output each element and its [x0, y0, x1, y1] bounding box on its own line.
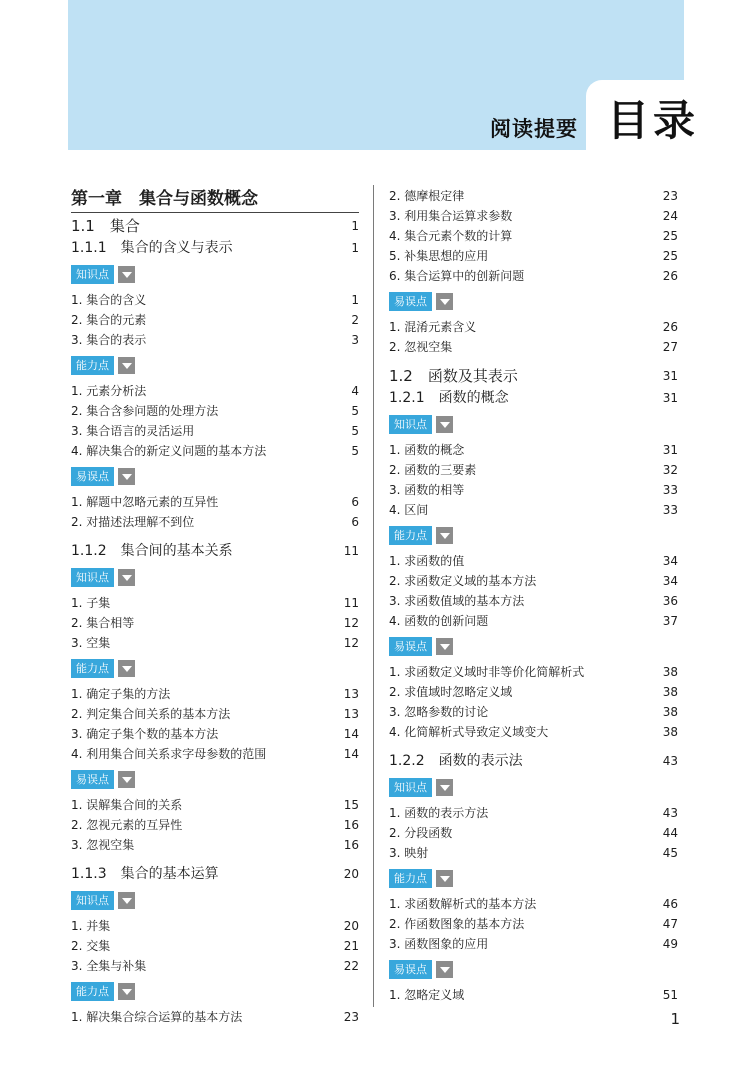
toc-item[interactable] [71, 381, 359, 401]
header-subtitle: 阅读提要 [490, 117, 578, 141]
toc-item-label: 3. 集合语言的灵活运用 [71, 424, 195, 438]
subsection-heading[interactable] [389, 750, 678, 772]
toc-item[interactable] [389, 551, 678, 571]
chevron-down-icon [118, 266, 135, 283]
chevron-down-icon [436, 870, 453, 887]
toc-item[interactable] [71, 1007, 359, 1027]
tag-ability-row [389, 526, 678, 545]
toc-item-page: 38 [662, 685, 678, 699]
toc-item-page: 6 [351, 495, 359, 509]
toc-item-label: 1. 函数的概念 [389, 443, 465, 457]
subsection-heading[interactable] [71, 237, 359, 259]
chapter-heading[interactable] [71, 186, 359, 213]
toc-item-page: 14 [343, 727, 359, 741]
toc-item-label: 1. 混淆元素含义 [389, 320, 477, 334]
tag-ability: 能力点 [71, 982, 114, 1001]
toc-item[interactable] [389, 985, 678, 1005]
toc-item[interactable] [71, 795, 359, 815]
toc-item-page: 37 [662, 614, 678, 628]
toc-item[interactable] [71, 512, 359, 532]
chevron-down-icon [436, 779, 453, 796]
toc-item-label: 2. 对描述法理解不到位 [71, 515, 195, 529]
toc-item-page: 38 [662, 725, 678, 739]
toc-item-page: 12 [343, 636, 359, 650]
toc-item-label: 2. 忽视元素的互异性 [71, 818, 183, 832]
subsection-heading[interactable] [71, 863, 359, 885]
toc-item-page: 25 [662, 229, 678, 243]
chapter-heading-label: 第一章 集合与函数概念 [71, 189, 258, 209]
subsection-heading-page: 20 [343, 867, 359, 881]
toc-item-label: 5. 补集思想的应用 [389, 249, 489, 263]
chevron-down-icon [436, 293, 453, 310]
toc-item-label: 1. 求函数定义域时非等价化简解析式 [389, 665, 585, 679]
toc-item[interactable] [389, 571, 678, 591]
section-heading[interactable] [389, 365, 678, 387]
subsection-heading-label: 1.1.1 集合的含义与表示 [71, 240, 233, 256]
subsection-heading-page: 31 [662, 391, 678, 405]
tag-error-row [71, 467, 359, 486]
tag-ability-row [389, 869, 678, 888]
toc-item-label: 2. 交集 [71, 939, 111, 953]
toc-item-page: 38 [662, 705, 678, 719]
toc-item[interactable] [389, 460, 678, 480]
toc-item[interactable] [389, 500, 678, 520]
toc-item-page: 36 [662, 594, 678, 608]
toc-item-page: 5 [351, 444, 359, 458]
section-heading-page: 31 [662, 369, 678, 383]
toc-item[interactable] [71, 633, 359, 653]
toc-item-label: 1. 解题中忽略元素的互异性 [71, 495, 219, 509]
toc-item[interactable] [389, 682, 678, 702]
toc-item-label: 2. 集合含参问题的处理方法 [71, 404, 219, 418]
subsection-heading-label: 1.1.2 集合间的基本关系 [71, 543, 233, 559]
chevron-down-icon [436, 527, 453, 544]
toc-item[interactable] [71, 684, 359, 704]
toc-item-label: 2. 函数的三要素 [389, 463, 477, 477]
toc-item[interactable] [71, 290, 359, 310]
toc-item-page: 23 [343, 1010, 359, 1024]
toc-item-page: 34 [662, 574, 678, 588]
toc-item-label: 4. 解决集合的新定义问题的基本方法 [71, 444, 267, 458]
toc-item-page: 16 [343, 838, 359, 852]
tag-ability-row [71, 356, 359, 375]
chevron-down-icon [118, 468, 135, 485]
chevron-down-icon [118, 569, 135, 586]
toc-item-label: 2. 判定集合间关系的基本方法 [71, 707, 231, 721]
spacer [389, 742, 678, 750]
toc-item-page: 13 [343, 687, 359, 701]
toc-item-label: 3. 函数图象的应用 [389, 937, 489, 951]
toc-item-label: 1. 求函数的值 [389, 554, 465, 568]
toc-item-page: 20 [343, 919, 359, 933]
toc-item-label: 2. 分段函数 [389, 826, 453, 840]
toc-item-label: 3. 映射 [389, 846, 429, 860]
toc-item-page: 5 [351, 404, 359, 418]
toc-item-label: 3. 利用集合运算求参数 [389, 209, 513, 223]
header-title-tab [586, 80, 720, 150]
header-banner [68, 0, 699, 150]
tag-knowledge-row [71, 891, 359, 910]
tag-error: 易误点 [389, 637, 432, 656]
toc-item[interactable] [389, 934, 678, 954]
spacer [71, 532, 359, 540]
toc-item-page: 27 [662, 340, 678, 354]
chevron-down-icon [118, 660, 135, 677]
chevron-down-icon [118, 357, 135, 374]
subsection-heading-label: 1.2.1 函数的概念 [389, 390, 509, 406]
toc-item[interactable] [389, 591, 678, 611]
toc-item[interactable] [389, 914, 678, 934]
toc-item-label: 4. 函数的创新问题 [389, 614, 489, 628]
toc-item-page: 33 [662, 503, 678, 517]
tag-knowledge: 知识点 [389, 415, 432, 434]
page-title: 目录 [606, 96, 699, 145]
subsection-heading-label: 1.2.2 函数的表示法 [389, 753, 523, 769]
tag-error-row [389, 637, 678, 656]
toc-item-page: 49 [662, 937, 678, 951]
toc-item[interactable] [389, 894, 678, 914]
spacer [389, 357, 678, 365]
tag-knowledge-row [71, 265, 359, 284]
toc-item[interactable] [71, 956, 359, 976]
toc-item[interactable] [71, 916, 359, 936]
toc-item[interactable] [389, 266, 678, 286]
toc-item-page: 46 [662, 897, 678, 911]
toc-item[interactable] [389, 206, 678, 226]
chevron-down-icon [436, 416, 453, 433]
chevron-down-icon [118, 771, 135, 788]
subsection-heading[interactable] [71, 540, 359, 562]
toc-item-page: 44 [662, 826, 678, 840]
tag-ability: 能力点 [71, 356, 114, 375]
toc-item-label: 3. 忽略参数的讨论 [389, 705, 489, 719]
toc-item-page: 25 [662, 249, 678, 263]
toc-item-label: 1. 忽略定义域 [389, 988, 465, 1002]
toc-item-page: 24 [662, 209, 678, 223]
toc-item[interactable] [71, 744, 359, 764]
toc-item[interactable] [71, 613, 359, 633]
toc-item-page: 15 [343, 798, 359, 812]
toc-item[interactable] [389, 246, 678, 266]
toc-item-label: 2. 求值域时忽略定义域 [389, 685, 513, 699]
toc-item-page: 21 [343, 939, 359, 953]
toc-item-label: 2. 集合相等 [71, 616, 135, 630]
toc-item-page: 34 [662, 554, 678, 568]
toc-item-page: 11 [343, 596, 359, 610]
toc-item-page: 45 [662, 846, 678, 860]
toc-item-page: 43 [662, 806, 678, 820]
chevron-down-icon [436, 961, 453, 978]
toc-item[interactable] [389, 186, 678, 206]
toc-item[interactable] [71, 815, 359, 835]
tag-ability-row [71, 659, 359, 678]
toc-item[interactable] [389, 702, 678, 722]
toc-item-label: 3. 空集 [71, 636, 111, 650]
toc-item[interactable] [389, 843, 678, 863]
toc-item-page: 32 [662, 463, 678, 477]
toc-item[interactable] [389, 662, 678, 682]
spacer [71, 855, 359, 863]
toc-item-label: 1. 求函数解析式的基本方法 [389, 897, 537, 911]
toc-item-label: 4. 化简解析式导致定义域变大 [389, 725, 549, 739]
tag-error: 易误点 [71, 770, 114, 789]
page-number: 1 [670, 1010, 680, 1028]
subsection-heading-page: 1 [351, 241, 359, 255]
tag-error-row [71, 770, 359, 789]
toc-item[interactable] [71, 835, 359, 855]
toc-item-page: 5 [351, 424, 359, 438]
toc-item-label: 3. 求函数值域的基本方法 [389, 594, 525, 608]
toc-item[interactable] [71, 441, 359, 461]
tag-error-row [389, 292, 678, 311]
toc-item-label: 4. 集合元素个数的计算 [389, 229, 513, 243]
section-heading-label: 1.2 函数及其表示 [389, 367, 518, 385]
toc-item-page: 16 [343, 818, 359, 832]
toc-item-page: 12 [343, 616, 359, 630]
subsection-heading-label: 1.1.3 集合的基本运算 [71, 866, 219, 882]
toc-item-label: 1. 解决集合综合运算的基本方法 [71, 1010, 243, 1024]
toc-item-page: 33 [662, 483, 678, 497]
section-heading-page: 1 [351, 219, 359, 233]
toc-item-label: 3. 全集与补集 [71, 959, 147, 973]
toc-item[interactable] [71, 421, 359, 441]
toc-item-page: 51 [662, 988, 678, 1002]
toc-item-label: 3. 忽视空集 [71, 838, 135, 852]
toc-item[interactable] [389, 337, 678, 357]
toc-item-page: 1 [351, 293, 359, 307]
toc-item[interactable] [389, 611, 678, 631]
toc-item[interactable] [71, 310, 359, 330]
chevron-down-icon [118, 892, 135, 909]
toc-item[interactable] [71, 401, 359, 421]
toc-right-column [389, 186, 678, 1005]
toc-item-label: 3. 集合的表示 [71, 333, 147, 347]
toc-item-label: 1. 函数的表示方法 [389, 806, 489, 820]
tag-knowledge-row [71, 568, 359, 587]
tag-knowledge-row [389, 778, 678, 797]
toc-item-label: 6. 集合运算中的创新问题 [389, 269, 525, 283]
toc-item-label: 3. 函数的相等 [389, 483, 465, 497]
toc-item-label: 2. 求函数定义域的基本方法 [389, 574, 537, 588]
toc-item-label: 1. 误解集合间的关系 [71, 798, 183, 812]
toc-item-label: 1. 元素分析法 [71, 384, 147, 398]
toc-item-page: 3 [351, 333, 359, 347]
toc-item[interactable] [389, 823, 678, 843]
section-heading-label: 1.1 集合 [71, 217, 140, 235]
toc-item-label: 2. 德摩根定律 [389, 189, 465, 203]
toc-item[interactable] [71, 724, 359, 744]
toc-item-page: 14 [343, 747, 359, 761]
toc-item[interactable] [71, 330, 359, 350]
toc-item[interactable] [389, 722, 678, 742]
toc-item-label: 4. 利用集合间关系求字母参数的范围 [71, 747, 267, 761]
tag-knowledge: 知识点 [389, 778, 432, 797]
tag-ability: 能力点 [389, 869, 432, 888]
toc-item-page: 6 [351, 515, 359, 529]
toc-item-page: 31 [662, 443, 678, 457]
tag-knowledge: 知识点 [71, 568, 114, 587]
subsection-heading-page: 11 [343, 544, 359, 558]
toc-item[interactable] [389, 226, 678, 246]
toc-item[interactable] [389, 480, 678, 500]
chevron-down-icon [436, 638, 453, 655]
toc-item[interactable] [71, 936, 359, 956]
tag-error: 易误点 [71, 467, 114, 486]
tag-error: 易误点 [389, 292, 432, 311]
toc-item-label: 2. 集合的元素 [71, 313, 147, 327]
toc-item-label: 1. 确定子集的方法 [71, 687, 171, 701]
toc-item[interactable] [71, 593, 359, 613]
chevron-down-icon [118, 983, 135, 1000]
tag-ability-row [71, 982, 359, 1001]
toc-item-page: 22 [343, 959, 359, 973]
toc-item-page: 2 [351, 313, 359, 327]
toc-item-page: 26 [662, 269, 678, 283]
column-divider [373, 185, 374, 1007]
toc-item[interactable] [389, 803, 678, 823]
toc-item-page: 26 [662, 320, 678, 334]
toc-item-page: 38 [662, 665, 678, 679]
tag-ability: 能力点 [71, 659, 114, 678]
tag-knowledge: 知识点 [71, 891, 114, 910]
toc-item-label: 3. 确定子集个数的基本方法 [71, 727, 219, 741]
tag-error-row [389, 960, 678, 979]
subsection-heading[interactable] [389, 387, 678, 409]
toc-item-page: 23 [662, 189, 678, 203]
toc-item[interactable] [71, 704, 359, 724]
toc-item-label: 1. 并集 [71, 919, 111, 933]
toc-item[interactable] [389, 317, 678, 337]
tag-knowledge: 知识点 [71, 265, 114, 284]
tag-ability: 能力点 [389, 526, 432, 545]
toc-item-label: 1. 子集 [71, 596, 111, 610]
toc-item[interactable] [389, 440, 678, 460]
tag-knowledge-row [389, 415, 678, 434]
toc-item-label: 2. 作函数图象的基本方法 [389, 917, 525, 931]
toc-item-page: 47 [662, 917, 678, 931]
section-heading[interactable] [71, 215, 359, 237]
toc-item-label: 4. 区间 [389, 503, 429, 517]
toc-left-column [71, 186, 359, 1027]
toc-item-page: 4 [351, 384, 359, 398]
subsection-heading-page: 43 [662, 754, 678, 768]
tag-error: 易误点 [389, 960, 432, 979]
toc-item-label: 1. 集合的含义 [71, 293, 147, 307]
toc-item[interactable] [71, 492, 359, 512]
toc-item-label: 2. 忽视空集 [389, 340, 453, 354]
toc-item-page: 13 [343, 707, 359, 721]
